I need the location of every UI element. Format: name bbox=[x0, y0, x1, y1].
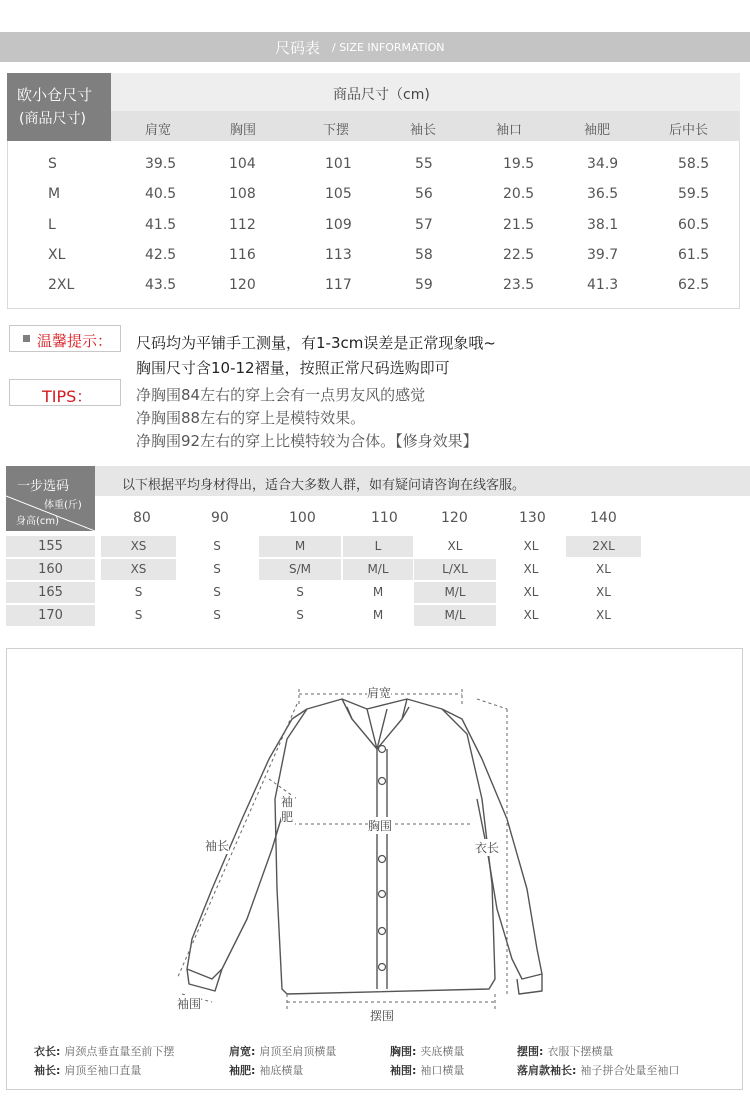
size-value: 101 bbox=[325, 156, 352, 172]
header-title: 尺码表 bbox=[275, 39, 321, 57]
column-header: 袖肥 bbox=[584, 123, 611, 138]
size-label: S bbox=[48, 156, 57, 172]
legend-value: 袖底横量 bbox=[259, 1064, 304, 1077]
height-header: 165 bbox=[6, 582, 95, 603]
legend-key: 袖长: bbox=[34, 1064, 61, 1077]
measurement-diagram bbox=[6, 648, 743, 1090]
column-header: 肩宽 bbox=[145, 123, 172, 138]
height-header: 160 bbox=[6, 559, 95, 580]
weight-header: 140 bbox=[590, 510, 617, 526]
tip-line: 尺码均为平铺手工测量，有1-3cm误差是正常现象哦~ bbox=[136, 334, 496, 352]
size-value: 41.5 bbox=[145, 217, 177, 233]
size-value: 19.5 bbox=[503, 156, 535, 172]
size-value: 36.5 bbox=[587, 186, 619, 202]
recommended-size: M bbox=[259, 536, 341, 557]
legend-value: 袖子拼合处量至袖口 bbox=[580, 1064, 680, 1077]
weight-header: 100 bbox=[289, 510, 316, 526]
hem-label: 摆围 bbox=[370, 1009, 395, 1023]
sleeve-width-label: 袖 肥 bbox=[281, 795, 294, 824]
recommended-size: XL bbox=[523, 608, 539, 622]
recommended-size: S bbox=[296, 608, 304, 622]
size-value: 62.5 bbox=[678, 277, 710, 293]
column-header: 袖口 bbox=[496, 123, 523, 138]
recommended-size: XS bbox=[101, 559, 176, 580]
legend-item bbox=[229, 1043, 336, 1059]
size-value: 34.9 bbox=[587, 156, 619, 172]
sleeve-length-label: 袖长 bbox=[205, 839, 230, 853]
recommended-size: L/XL bbox=[414, 559, 496, 580]
size-value: 40.5 bbox=[145, 186, 177, 202]
legend-key: 衣长: bbox=[34, 1045, 61, 1058]
shoulder-label: 肩宽 bbox=[367, 686, 392, 700]
legend-key: 袖围: bbox=[390, 1064, 417, 1077]
size-value: 59.5 bbox=[678, 186, 710, 202]
legend-value: 肩顶至肩顶横量 bbox=[259, 1045, 337, 1058]
recommended-size: L bbox=[343, 536, 413, 557]
size-value: 113 bbox=[325, 247, 352, 263]
recommended-size: S/M bbox=[259, 559, 341, 580]
recommended-size: XS bbox=[101, 536, 176, 557]
brand-label: 欧小仓尺寸 bbox=[17, 86, 93, 104]
size-value: 61.5 bbox=[678, 247, 710, 263]
recommended-size: M/L bbox=[343, 559, 413, 580]
legend-item bbox=[390, 1043, 464, 1059]
weight-axis-label: 体重(斤) bbox=[44, 500, 82, 511]
column-header: 胸围 bbox=[230, 123, 257, 138]
cuff-label: 袖围 bbox=[177, 997, 202, 1011]
legend-key: 摆围: bbox=[517, 1045, 544, 1058]
size-value: 109 bbox=[325, 217, 352, 233]
size-value: 20.5 bbox=[503, 186, 535, 202]
size-value: 22.5 bbox=[503, 247, 535, 263]
legend-item bbox=[517, 1043, 613, 1059]
recommended-size: M/L bbox=[414, 582, 496, 603]
height-axis-label: 身高(cm) bbox=[16, 516, 60, 527]
tips-label: TIPS： bbox=[42, 387, 93, 406]
tip-line: 净胸围92左右的穿上比模特较为合体。【修身效果】 bbox=[136, 432, 478, 450]
recommended-size: M/L bbox=[414, 605, 496, 626]
size-value: 57 bbox=[415, 217, 433, 233]
shirt-illustration bbox=[7, 649, 744, 1091]
size-label: L bbox=[48, 217, 56, 233]
legend-key: 袖肥: bbox=[229, 1064, 256, 1077]
legend-value: 夹底横量 bbox=[420, 1045, 465, 1058]
legend-key: 落肩款袖长: bbox=[517, 1064, 577, 1077]
legend-value: 肩颈点垂直量至前下摆 bbox=[64, 1045, 175, 1058]
legend-item bbox=[229, 1062, 303, 1078]
recommended-size: XL bbox=[523, 585, 539, 599]
recommend-note: 以下根据平均身材得出，适合大多数人群，如有疑问请咨询在线客服。 bbox=[122, 478, 526, 493]
weight-header: 120 bbox=[441, 510, 468, 526]
size-value: 58 bbox=[415, 247, 433, 263]
legend-value: 肩顶至袖口直量 bbox=[64, 1064, 142, 1077]
weight-header: 130 bbox=[519, 510, 546, 526]
column-header: 下摆 bbox=[323, 123, 350, 138]
recommended-size: S bbox=[213, 608, 221, 622]
recommended-size: S bbox=[213, 562, 221, 576]
legend-item bbox=[34, 1062, 141, 1078]
weight-header: 80 bbox=[133, 510, 151, 526]
legend-value: 袖口横量 bbox=[420, 1064, 465, 1077]
size-label: M bbox=[48, 186, 61, 202]
size-value: 38.1 bbox=[587, 217, 619, 233]
legend-item bbox=[34, 1043, 174, 1059]
size-value: 117 bbox=[325, 277, 352, 293]
size-value: 60.5 bbox=[678, 217, 710, 233]
tip-line: 净胸围88左右的穿上是模特效果。 bbox=[136, 409, 366, 427]
size-value: 23.5 bbox=[503, 277, 535, 293]
recommended-size: 2XL bbox=[566, 536, 641, 557]
legend-item bbox=[390, 1062, 464, 1078]
recommended-size: XL bbox=[596, 562, 611, 576]
recommended-size: XL bbox=[596, 608, 611, 622]
square-bullet-icon bbox=[23, 335, 30, 342]
product-size-title: 商品尺寸（cm) bbox=[333, 87, 430, 103]
length-label: 衣长 bbox=[475, 841, 500, 855]
size-value: 112 bbox=[229, 217, 256, 233]
recommended-size: S bbox=[213, 585, 221, 599]
size-value: 21.5 bbox=[503, 217, 535, 233]
brand-sublabel: (商品尺寸) bbox=[19, 111, 86, 127]
size-value: 55 bbox=[415, 156, 433, 172]
height-header: 170 bbox=[6, 605, 95, 626]
recommended-size: XL bbox=[596, 585, 611, 599]
column-header: 袖长 bbox=[410, 123, 437, 138]
recommended-size: M bbox=[372, 585, 384, 599]
size-value: 41.3 bbox=[587, 277, 619, 293]
warm-tip-label: 温馨提示： bbox=[37, 332, 113, 350]
size-value: 39.7 bbox=[587, 247, 619, 263]
recommended-size: S bbox=[296, 585, 304, 599]
size-value: 43.5 bbox=[145, 277, 177, 293]
recommended-size: XL bbox=[523, 539, 539, 553]
recommended-size: S bbox=[134, 608, 143, 622]
legend-value: 衣服下摆横量 bbox=[547, 1045, 614, 1058]
height-header: 155 bbox=[6, 536, 95, 557]
size-label: 2XL bbox=[48, 277, 75, 293]
column-header: 后中长 bbox=[669, 123, 709, 138]
size-value: 104 bbox=[229, 156, 256, 172]
size-value: 56 bbox=[415, 186, 433, 202]
recommended-size: M bbox=[372, 608, 384, 622]
size-value: 120 bbox=[229, 277, 256, 293]
size-value: 58.5 bbox=[678, 156, 710, 172]
recommended-size: XL bbox=[523, 562, 539, 576]
tip-line: 净胸围84左右的穿上会有一点男友风的感觉 bbox=[136, 386, 426, 404]
size-value: 42.5 bbox=[145, 247, 177, 263]
size-value: 116 bbox=[229, 247, 256, 263]
legend-key: 肩宽: bbox=[229, 1045, 256, 1058]
size-label: XL bbox=[48, 247, 66, 263]
recommended-size: S bbox=[134, 585, 143, 599]
weight-header: 110 bbox=[371, 510, 398, 526]
legend-item bbox=[517, 1062, 679, 1078]
chest-label: 胸围 bbox=[368, 819, 393, 833]
size-value: 108 bbox=[229, 186, 256, 202]
recommend-title: 一步选码 bbox=[17, 479, 70, 494]
weight-header: 90 bbox=[211, 510, 229, 526]
size-value: 59 bbox=[415, 277, 433, 293]
recommended-size: S bbox=[213, 539, 221, 553]
size-value: 39.5 bbox=[145, 156, 177, 172]
header-subtitle: / SIZE INFORMATION bbox=[332, 41, 445, 54]
size-value: 105 bbox=[325, 186, 352, 202]
legend-key: 胸围: bbox=[390, 1045, 417, 1058]
tip-line: 胸围尺寸含10-12褶量，按照正常尺码选购即可 bbox=[136, 359, 450, 377]
recommended-size: XL bbox=[447, 539, 463, 553]
